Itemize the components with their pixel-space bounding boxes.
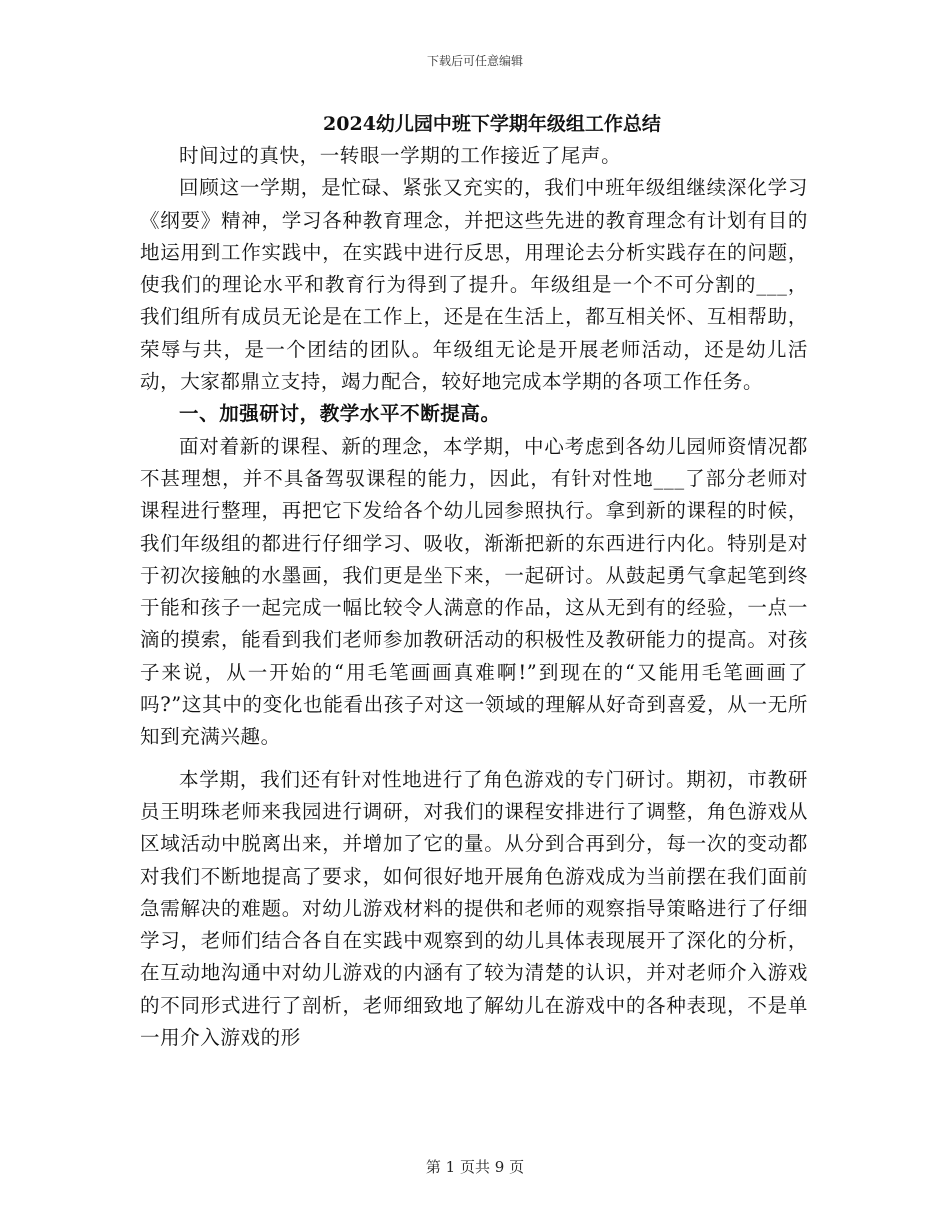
document-body xyxy=(140,108,808,1054)
paragraph-review: 回顾这一学期，是忙碌、紧张又充实的，我们中班年级组继续深化学习《纲要》精神，学习各种教育理念，并把这些先进的教育理念有计划有目的地运用到工作实践中，在实践中进行反思，用理论去分析实践存在的问题，使我们的理论水平和教育行为得到了提升。年级组是一个不可分割的___，我们组所有成员无论是在工作上，还是在生活上，都互相关怀、互相帮助，荣辱与共，是一个团结的团队。年级组无论是开展老师活动，还是幼儿活动，大家都鼎立支持，竭力配合，较好地完成本学期的各项工作任务。 xyxy=(140,176,808,394)
page-header: 下载后可任意编辑 xyxy=(426,54,523,68)
document-title: 2024幼儿园中班下学期年级组工作总结 xyxy=(323,113,661,135)
paragraph-curriculum: 面对着新的课程、新的理念，本学期，中心考虑到各幼儿园师资情况都不甚理想，并不具备驾驭课程的能力，因此，有针对性地___了部分老师对课程进行整理，再把它下发给各个幼儿园参照执行。拿到新的课程的时候，我们年级组的都进行仔细学习、吸收，渐渐把新的东西进行内化。特别是对于初次接触的水墨画，我们更是坐下来，一起研讨。从鼓起勇气拿起笔到终于能和孩子一起完成一幅比较令人满意的作品，这从无到有的经验，一点一滴的摸索，能看到我们老师参加教研活动的积极性及教研能力的提高。对孩子来说，从一开始的“用毛笔画画真难啊!”到现在的“又能用毛笔画画了吗?”这其中的变化也能看出孩子对这一领域的理解从好奇到喜爱，从一无所知到充满兴趣。 xyxy=(140,434,808,749)
paragraph-role-play: 本学期，我们还有针对性地进行了角色游戏的专门研讨。期初，市教研员王明珠老师来我园进行调研，对我们的课程安排进行了调整，角色游戏从区域活动中脱离出来，并增加了它的量。从分到合再到分，每一次的变动都对我们不断地提高了要求，如何很好地开展角色游戏成为当前摆在我们面前急需解决的难题。对幼儿游戏材料的提供和老师的观察指导策略进行了仔细学习，老师们结合各自在实践中观察到的幼儿具体表现展开了深化的分析，在互动地沟通中对幼儿游戏的内涵有了较为清楚的认识，并对老师介入游戏的不同形式进行了剖析，老师细致地了解幼儿在游戏中的各种表现，不是单一用介入游戏的形 xyxy=(140,767,808,1050)
paragraph-intro: 时间过的真快，一转眼一学期的工作接近了尾声。 xyxy=(179,144,622,167)
section-heading-1: 一、加强研讨，教学水平不断提高。 xyxy=(179,402,501,426)
page-footer: 第 1 页共 9 页 xyxy=(425,1158,525,1176)
